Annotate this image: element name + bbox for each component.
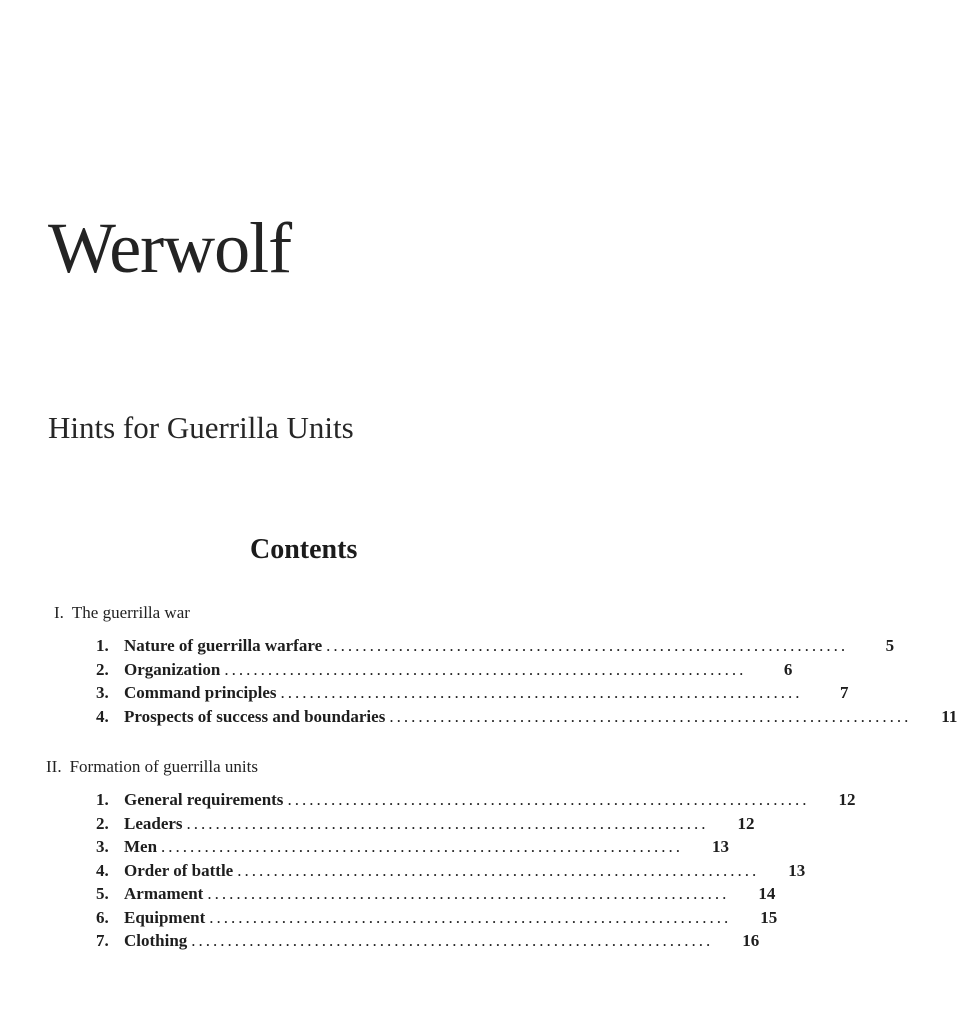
toc-entry-page: 14 [758,884,776,903]
toc-entry[interactable] [96,837,730,861]
toc-entry-page: 13 [788,860,806,880]
section-title: Formation of guerrilla units [69,757,258,776]
contents-heading: Contents [250,534,358,565]
toc-entry[interactable] [96,884,776,908]
toc-entry-title: Men [124,837,158,856]
toc-entry[interactable] [96,659,793,684]
dot-leader: ........................................................................ [326,636,849,655]
section-heading [54,604,190,621]
toc-entry-page: 13 [712,837,730,856]
toc-entry-number: 2. [96,813,109,833]
toc-entry[interactable] [96,636,895,660]
toc-entry-title: Nature of guerrilla warfare [124,636,323,655]
toc-entry-title: Order of battle [124,860,234,880]
toc-entry-page: 5 [885,636,895,655]
toc-entry-number: 5. [96,884,109,903]
toc-entry-title: Armament [124,884,204,903]
toc-entry[interactable] [96,813,755,838]
toc-entry[interactable] [96,706,957,731]
dot-leader: ........................................................................ [224,659,747,679]
dot-leader: ........................................................................ [287,790,810,809]
dot-leader: ........................................................................ [209,907,732,927]
section-numeral: I. [54,603,64,622]
toc-entry-page: 16 [742,931,760,950]
toc-entry-number: 1. [96,790,109,809]
dot-leader: ........................................................................ [186,813,709,833]
section-numeral: II. [46,757,62,776]
toc-list-section-1 [96,636,957,730]
toc-entry-page: 7 [840,683,849,702]
toc-entry-page: 11 [941,706,957,726]
dot-leader: ........................................................................ [191,931,714,950]
toc-entry-title: Clothing [124,931,188,950]
toc-entry-page: 15 [760,907,778,927]
toc-entry-page: 12 [838,790,856,809]
toc-entry[interactable] [96,790,856,814]
toc-entry-title: Organization [124,659,221,679]
toc-entry-number: 6. [96,907,109,927]
toc-entry-title: Leaders [124,813,183,833]
toc-entry-number: 3. [96,837,109,856]
toc-entry-number: 2. [96,659,109,679]
toc-entry-title: General requirements [124,790,284,809]
toc-entry-number: 4. [96,706,109,726]
dot-leader: ........................................................................ [161,837,684,856]
section-title: The guerrilla war [71,603,190,622]
toc-entry-number: 3. [96,683,109,702]
toc-entry[interactable] [96,683,849,707]
toc-entry-page: 6 [783,659,793,679]
dot-leader: ........................................................................ [237,860,760,880]
section-heading [46,758,258,775]
toc-entry-number: 7. [96,931,109,950]
toc-entry-number: 4. [96,860,109,880]
toc-entry[interactable] [96,907,778,932]
toc-entry-title: Equipment [124,907,206,927]
book-subtitle: Hints for Guerrilla Units [48,410,354,445]
toc-entry[interactable] [96,931,760,955]
toc-entry-page: 12 [737,813,755,833]
book-title: Werwolf [48,208,292,288]
toc-list-section-2 [96,790,856,955]
toc-entry[interactable] [96,860,806,885]
toc-entry-title: Command principles [124,683,277,702]
toc-entry-title: Prospects of success and boundaries [124,706,386,726]
dot-leader: ........................................................................ [280,683,803,702]
dot-leader: ........................................................................ [207,884,730,903]
dot-leader: ........................................................................ [389,706,912,726]
toc-entry-number: 1. [96,636,109,655]
